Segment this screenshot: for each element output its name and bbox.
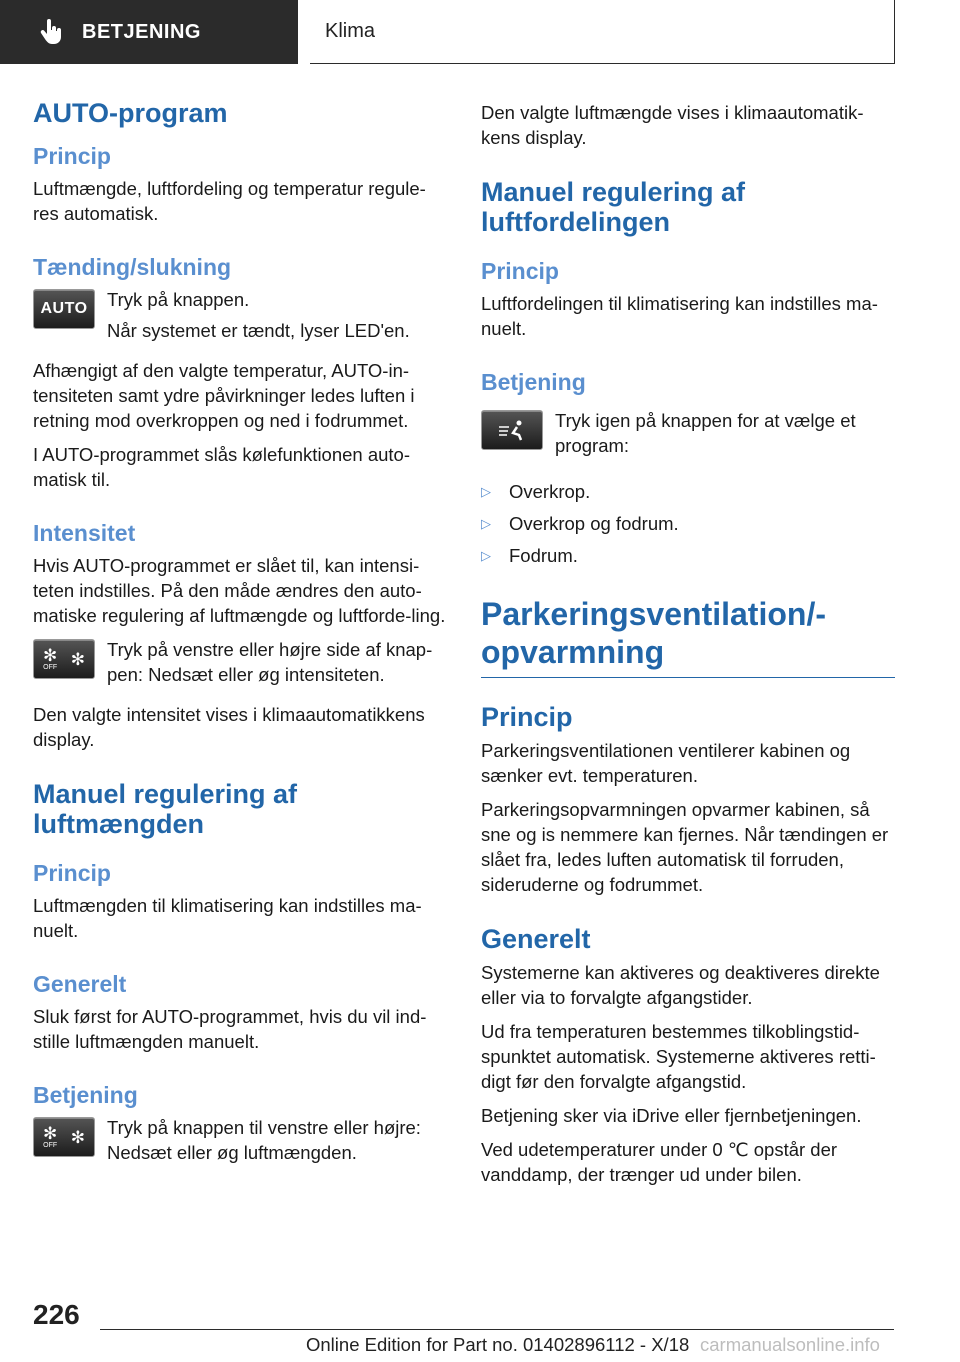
paragraph: Den valgte intensitet vises i klimaautomatikkens display.: [33, 704, 425, 750]
heading-betjening: Betjening: [33, 1082, 138, 1108]
auto-button-icon: AUTO: [33, 289, 95, 329]
heading-generelt: Generelt: [481, 924, 591, 954]
paragraph: Når systemet er tændt, lyser LED'en.: [107, 320, 410, 341]
fan-button-icon: ✻ OFF ✻: [33, 639, 95, 679]
footer-divider: [100, 1329, 894, 1330]
header-section-tab: [0, 0, 298, 64]
triangle-bullet-icon: ▷: [481, 484, 491, 499]
paragraph: Tryk på knappen til venstre eller højre: Nedsæt eller øg luftmængden.: [107, 1117, 421, 1163]
air-distribution-icon: [495, 419, 529, 441]
heading-manuel-luftfordeling: Manuel regulering af luftfordelingen: [481, 177, 746, 237]
heading-auto-program: AUTO-program: [33, 98, 228, 128]
list-item: ▷ Overkrop og fodrum.: [481, 513, 679, 534]
paragraph: Luftmængde, luftfordeling og temperatur regule-res automatisk.: [33, 178, 426, 224]
heading-princip: Princip: [33, 860, 111, 886]
paragraph: Luftfordelingen til klimatisering kan indstilles ma-nuelt.: [481, 293, 878, 339]
paragraph: Systemerne kan aktiveres og deaktiveres direkte eller via to forvalgte afgangstider.: [481, 962, 880, 1008]
right-column: [481, 100, 895, 1196]
section-title: BETJENING: [82, 20, 201, 43]
fan-icon: ✻: [70, 649, 85, 669]
heading-intensitet: Intensitet: [33, 520, 136, 546]
header-chapter-tab: [310, 0, 895, 64]
paragraph: Tryk på venstre eller højre side af knap-pen: Nedsæt eller øg intensiteten.: [107, 639, 433, 685]
paragraph: Hvis AUTO-programmet er slået til, kan intensi-teten indstilles. På den måde ændres den auto-matiske regulering af luftmængde og luftforde-ling.: [33, 555, 446, 626]
heading-taending: Tænding/slukning: [33, 254, 232, 280]
heading-betjening: Betjening: [481, 369, 586, 395]
paragraph: Betjening sker via iDrive eller fjernbetjeningen.: [481, 1105, 862, 1126]
paragraph: Tryk igen på knappen for at vælge et program:: [555, 410, 856, 456]
heading-princip: Princip: [481, 258, 559, 284]
paragraph: Luftmængden til klimatisering kan indstilles ma-nuelt.: [33, 895, 422, 941]
fan-button-instruction: [33, 637, 447, 693]
paragraph: Afhængigt af den valgte temperatur, AUTO-in-tensiteten samt ydre påvirkninger ledes luften i retning mod overkroppen og ned i fodrummet.: [33, 360, 415, 431]
edition-text: Online Edition for Part no. 01402896112 - X/18: [306, 1334, 690, 1355]
fan-icon: ✻: [70, 1127, 85, 1147]
left-column: [33, 98, 447, 1180]
chapter-heading-parkering: Parkeringsventilation/-opvarmning: [481, 595, 895, 678]
list-item: ▷ Fodrum.: [481, 545, 578, 566]
paragraph: I AUTO-programmet slås kølefunktionen auto-matisk til.: [33, 444, 411, 490]
fan-button-icon: ✻ OFF ✻: [33, 1117, 95, 1157]
triangle-bullet-icon: ▷: [481, 548, 491, 563]
paragraph: Ved udetemperaturer under 0 ℃ opstår der vanddamp, der trænger ud under bilen.: [481, 1139, 838, 1185]
heading-princip: Princip: [481, 702, 573, 732]
paragraph: Den valgte luftmængde vises i klimaautomatik-kens display.: [481, 102, 864, 148]
paragraph: Tryk på knappen.: [107, 289, 250, 310]
program-list: [481, 479, 895, 568]
heading-generelt: Generelt: [33, 971, 127, 997]
list-item: ▷ Overkrop.: [481, 481, 591, 502]
page-number: 226: [33, 1299, 80, 1330]
fan-small-icon: ✻: [43, 645, 58, 665]
watermark: carmanualsonline.info: [700, 1334, 880, 1355]
paragraph: Parkeringsventilationen ventilerer kabinen og sænker evt. temperaturen.: [481, 740, 851, 786]
air-distribution-button-icon: [481, 410, 543, 450]
triangle-bullet-icon: ▷: [481, 516, 491, 531]
chapter-title: Klima: [325, 20, 376, 42]
auto-button-instruction: [33, 287, 447, 349]
fan-button-instruction: [33, 1115, 447, 1171]
paragraph: Parkeringsopvarmningen opvarmer kabinen, så sne og is nemmere kan fjernes. Når tændingen er slået fra, ledes luften automatisk til forruden, sideruderne og fodrummet.: [481, 799, 889, 895]
paragraph: Sluk først for AUTO-programmet, hvis du vil ind-stille luftmængden manuelt.: [33, 1006, 427, 1052]
heading-princip: Princip: [33, 143, 111, 169]
hand-pointer-icon: [38, 19, 64, 45]
air-distribution-instruction: [481, 408, 895, 464]
paragraph: Ud fra temperaturen bestemmes tilkoblingstid-spunktet automatisk. Systemerne aktiveres retti-digt før den forvalgte afgangstid.: [481, 1021, 876, 1092]
fan-small-icon: ✻: [43, 1123, 58, 1143]
heading-manuel-luftmaengde: Manuel regulering af luftmængden: [33, 779, 298, 839]
